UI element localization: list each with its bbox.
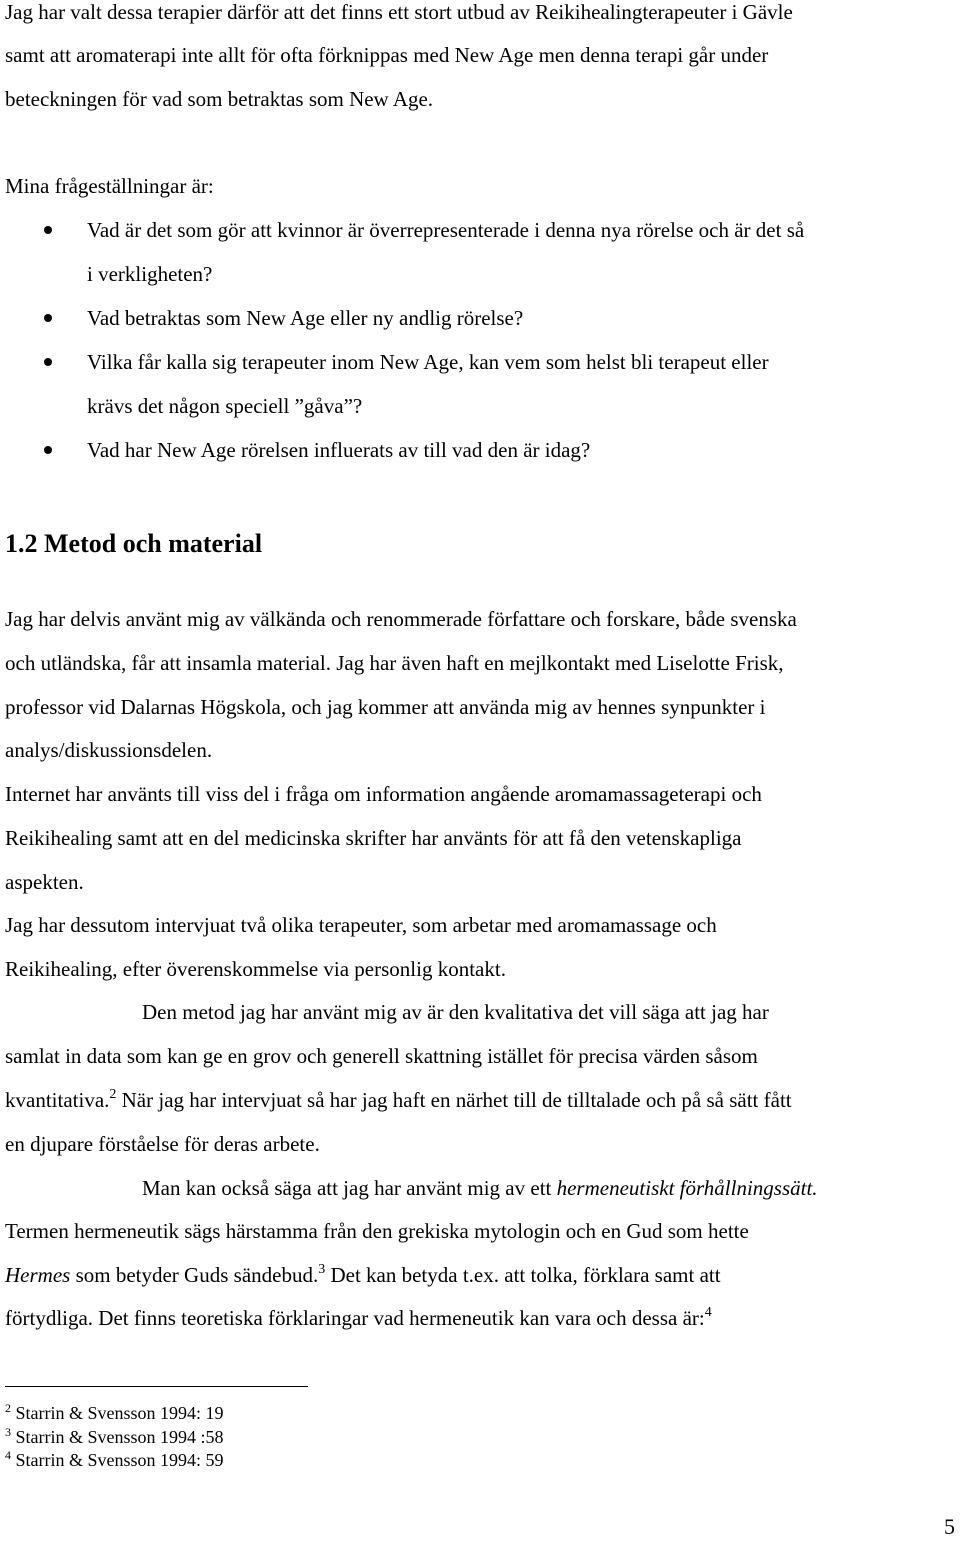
method-p2-line-2: Reikihealing samt att en del medicinska skrifter har använts för att få den vetenskapliga xyxy=(5,826,742,850)
intro-line-1: Jag har valt dessa terapier därför att det finns ett stort utbud av Reikihealingterapeuter i Gävle xyxy=(5,0,793,24)
bullet-icon xyxy=(44,446,52,454)
method-p1-line-1: Jag har delvis använt mig av välkända och renommerade författare och forskare, både svenska xyxy=(5,607,797,631)
bullet-icon xyxy=(44,358,52,366)
method-p5-line-2: Termen hermeneutik sägs härstamma från den grekiska mytologin och en Gud som hette xyxy=(5,1219,749,1243)
text-run: Det kan betyda t.ex. att tolka, förklara samt att xyxy=(325,1263,721,1287)
page-number: 5 xyxy=(944,1514,955,1539)
method-p2-line-3: aspekten. xyxy=(5,870,84,894)
footnote-ref: 2 xyxy=(109,1087,117,1102)
questions-lead: Mina frågeställningar är: xyxy=(5,174,214,198)
method-p1-line-2: och utländska, får att insamla material. Jag har även haft en mejlkontakt med Liselotte Frisk, xyxy=(5,651,784,675)
method-p2-line-1: Internet har använts till viss del i fråga om information angående aromamassageterapi och xyxy=(5,782,762,806)
intro-line-2: samt att aromaterapi inte allt för ofta förknippas med New Age men denna terapi går under xyxy=(5,43,769,67)
footnote xyxy=(5,1426,224,1450)
question-3-line-2: krävs det någon speciell ”gåva”? xyxy=(87,394,363,418)
intro-line-3: beteckningen för vad som betraktas som New Age. xyxy=(5,87,434,111)
text-run: kvantitativa. xyxy=(5,1088,110,1112)
footnote-ref: 3 xyxy=(318,1262,326,1277)
footnote-text: Starrin & Svensson 1994: 59 xyxy=(11,1450,224,1470)
footnote xyxy=(5,1449,224,1473)
footnote-text: Starrin & Svensson 1994: 19 xyxy=(11,1403,224,1423)
footnote-number: 3 xyxy=(5,1425,11,1439)
method-p3-line-2: Reikihealing, efter överenskommelse via personlig kontakt. xyxy=(5,957,506,981)
emphasis-text: Hermes xyxy=(5,1263,71,1287)
method-p3-line-1: Jag har dessutom intervjuat två olika terapeuter, som arbetar med aromamassage och xyxy=(5,913,717,937)
method-p4-line-1: Den metod jag har använt mig av är den kvalitativa det vill säga att jag har xyxy=(142,1000,769,1024)
question-1-line-1: Vad är det som gör att kvinnor är överrepresenterade i denna nya rörelse och är det så xyxy=(87,218,805,242)
question-3-line-1: Vilka får kalla sig terapeuter inom New Age, kan vem som helst bli terapeut eller xyxy=(87,350,769,374)
question-2: Vad betraktas som New Age eller ny andlig rörelse? xyxy=(87,306,524,330)
text-run: förtydliga. Det finns teoretiska förklaringar vad hermeneutik kan vara och dessa är: xyxy=(5,1306,705,1330)
section-heading: 1.2 Metod och material xyxy=(5,529,263,558)
footnote-text: Starrin & Svensson 1994 :58 xyxy=(11,1427,224,1447)
method-p4-line-3 xyxy=(5,1088,792,1116)
footnote-number: 4 xyxy=(5,1448,11,1462)
method-p4-line-4: en djupare förståelse för deras arbete. xyxy=(5,1132,320,1156)
footnote-ref: 4 xyxy=(704,1305,712,1320)
emphasis-text: hermeneutiskt förhållningssätt. xyxy=(556,1176,818,1200)
question-4: Vad har New Age rörelsen influerats av till vad den är idag? xyxy=(87,438,591,462)
method-p5-line-4 xyxy=(5,1306,712,1334)
text-run: När jag har intervjuat så har jag haft en närhet till de tilltalade och på så sätt fått xyxy=(116,1088,792,1112)
text-run: som betyder Guds sändebud. xyxy=(70,1263,319,1287)
method-p5-line-3 xyxy=(5,1263,721,1291)
footnote-separator xyxy=(5,1386,308,1387)
bullet-icon xyxy=(44,314,52,322)
footnote-number: 2 xyxy=(5,1401,11,1415)
question-1-line-2: i verkligheten? xyxy=(87,262,213,286)
method-p1-line-3: professor vid Dalarnas Högskola, och jag kommer att använda mig av hennes synpunkter i xyxy=(5,695,766,719)
footnote xyxy=(5,1402,224,1426)
text-run: Man kan också säga att jag har använt mig av ett xyxy=(142,1176,557,1200)
method-p4-line-2: samlat in data som kan ge en grov och generell skattning istället för precisa värden såsom xyxy=(5,1044,758,1068)
bullet-icon xyxy=(44,226,52,234)
method-p5-line-1 xyxy=(142,1176,818,1200)
method-p1-line-4: analys/diskussionsdelen. xyxy=(5,738,213,762)
